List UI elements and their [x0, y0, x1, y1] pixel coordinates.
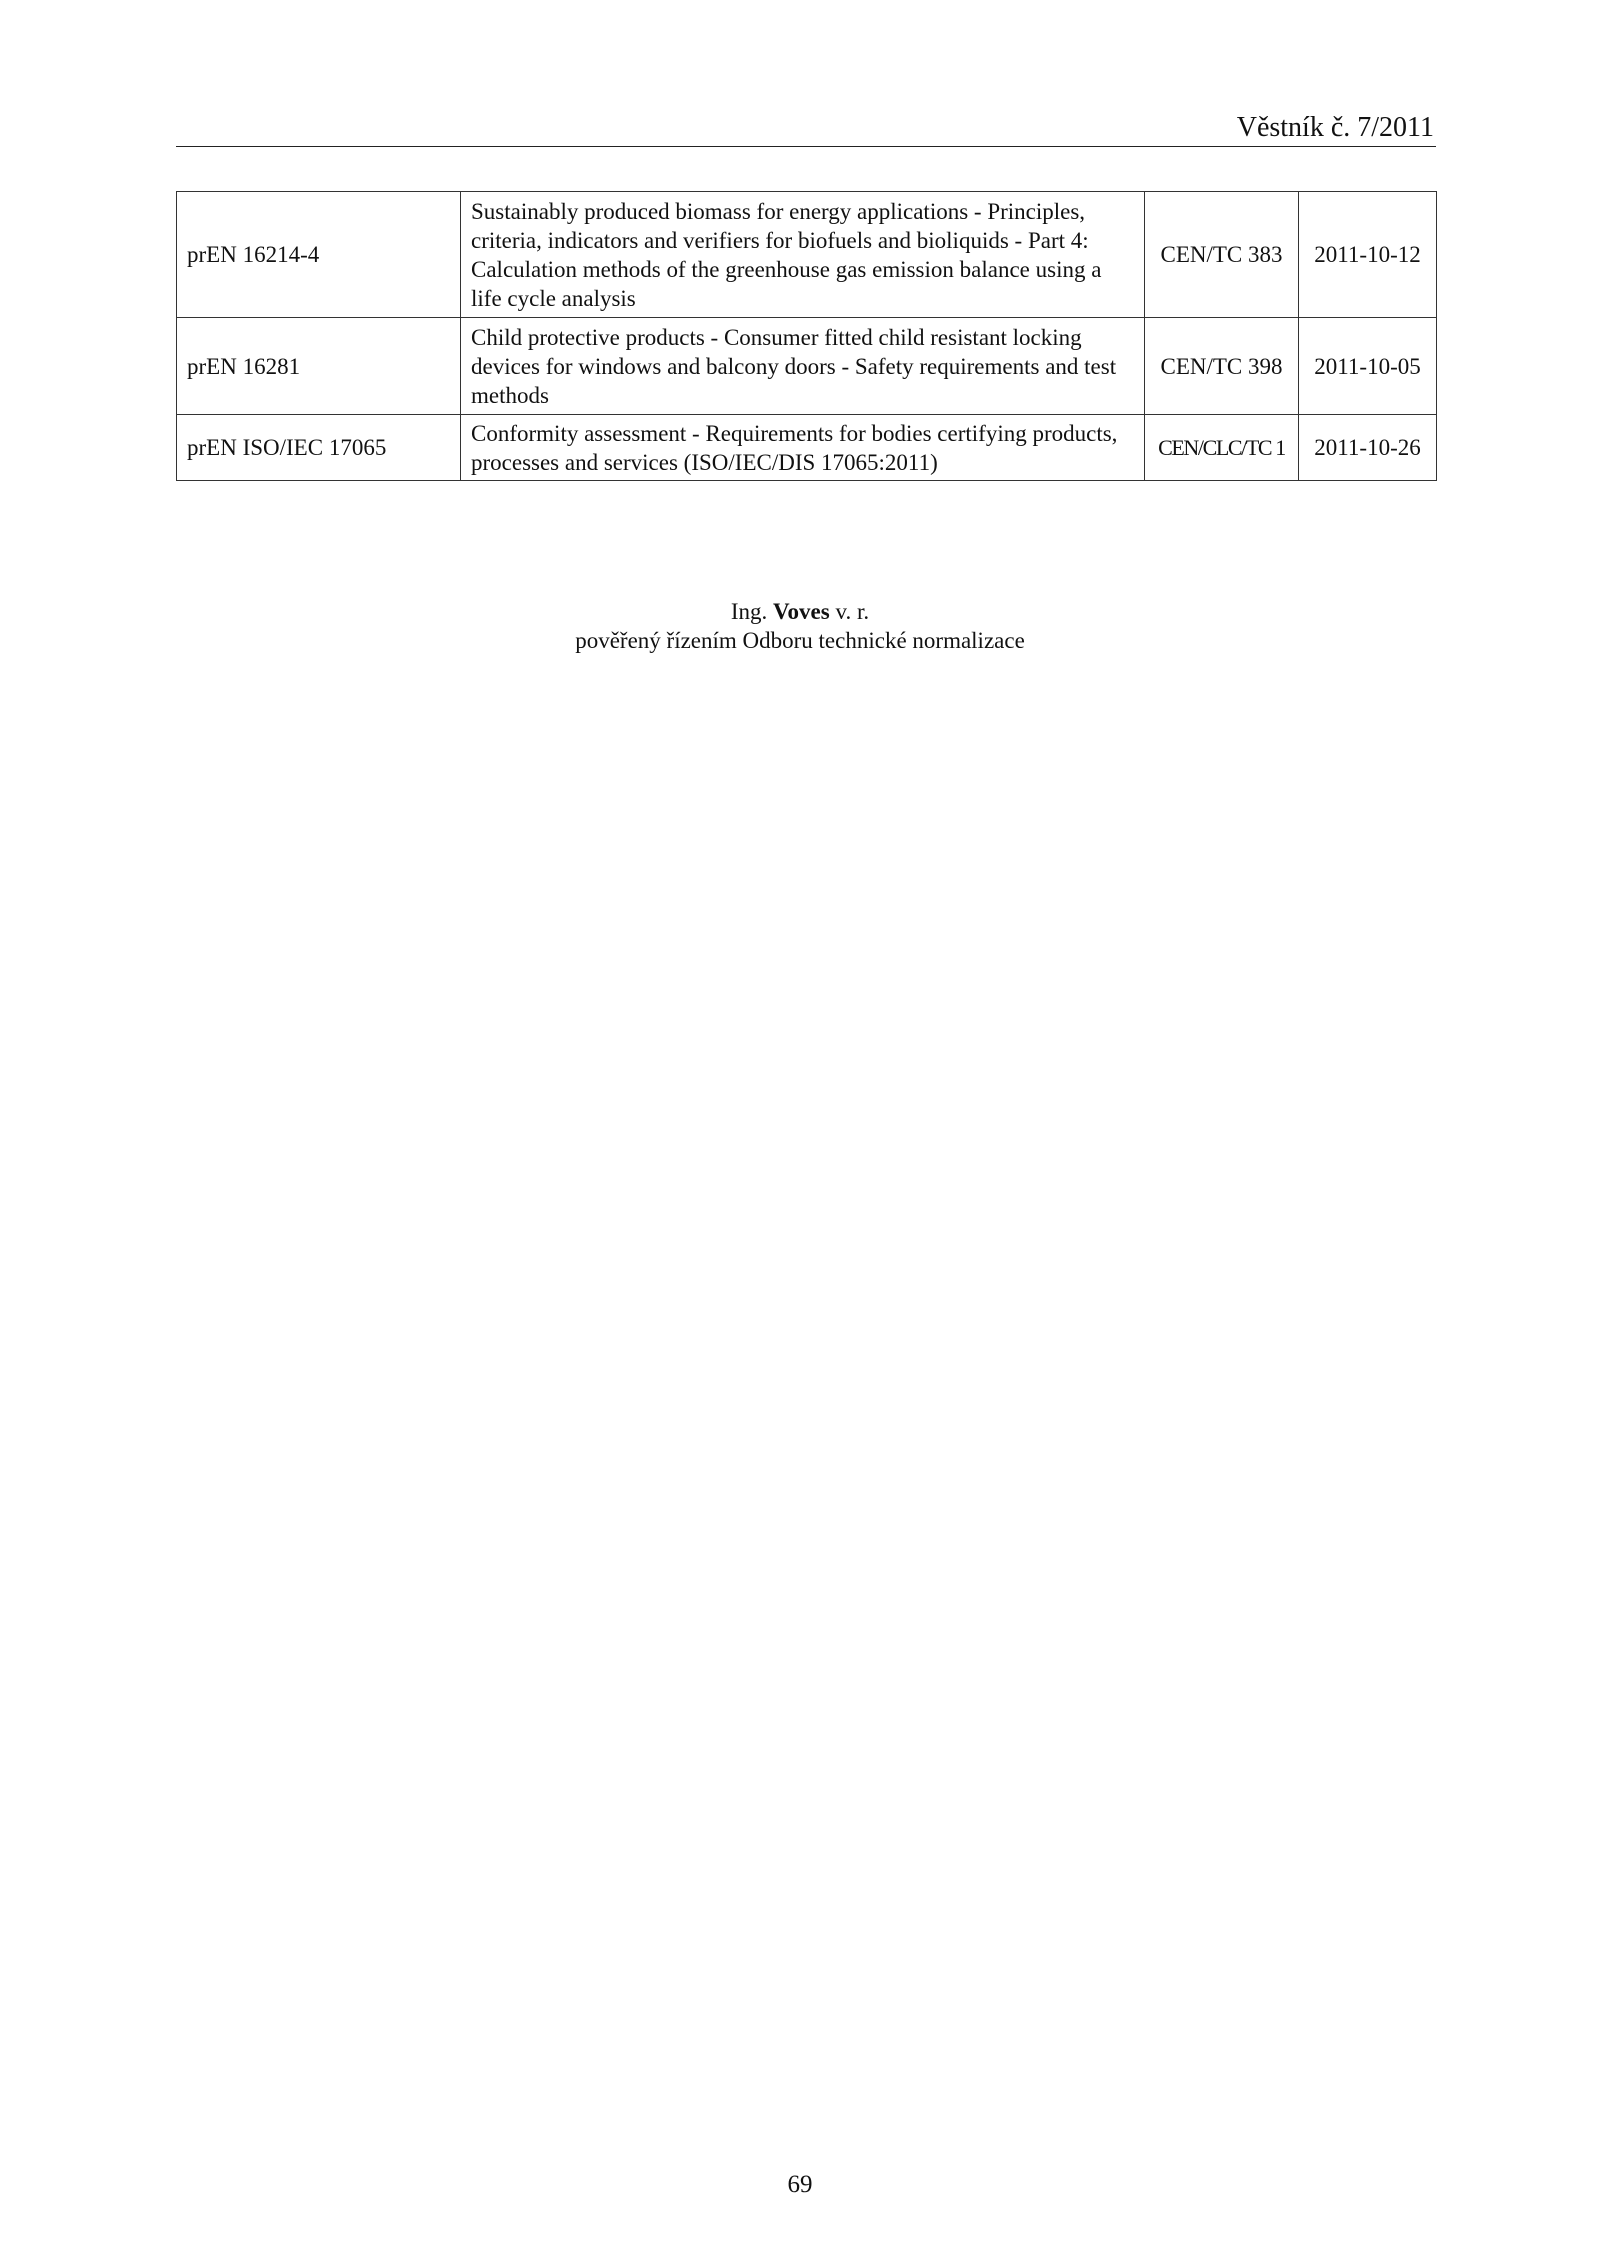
- signature-block: [0, 597, 1600, 655]
- technical-committee: CEN/TC 398: [1145, 318, 1299, 415]
- signatory-line: [0, 597, 1600, 626]
- signatory-title: Ing.: [730, 599, 768, 624]
- technical-committee: CEN/CLC/TC 1: [1145, 415, 1299, 481]
- technical-committee: CEN/TC 383: [1145, 192, 1299, 318]
- deadline-date: 2011-10-12: [1299, 192, 1437, 318]
- page-header: [176, 112, 1436, 147]
- standard-title: Sustainably produced biomass for energy applications - Principles, criteria, indicators and verifiers for biofuels and bioliquids - Part 4: Calculation methods of the greenhouse gas emission balance using a life cycle analysis: [461, 192, 1145, 318]
- page-number: 69: [787, 2171, 813, 2198]
- table-row: [177, 318, 1437, 415]
- standard-code: prEN ISO/IEC 17065: [177, 415, 461, 481]
- deadline-date: 2011-10-05: [1299, 318, 1437, 415]
- standard-code: prEN 16214-4: [177, 192, 461, 318]
- signatory-position: pověřený řízením Odboru technické normalizace: [575, 628, 1025, 653]
- standards-table: [176, 191, 1437, 481]
- signatory-suffix: v. r.: [835, 599, 870, 624]
- deadline-date: 2011-10-26: [1299, 415, 1437, 481]
- signatory-name: Voves: [773, 599, 830, 624]
- table-row: [177, 415, 1437, 481]
- standard-code: prEN 16281: [177, 318, 461, 415]
- standard-title: Child protective products - Consumer fitted child resistant locking devices for windows and balcony doors - Safety requirements and test methods: [461, 318, 1145, 415]
- table-row: [177, 192, 1437, 318]
- standard-title: Conformity assessment - Requirements for bodies certifying products, processes and services (ISO/IEC/DIS 17065:2011): [461, 415, 1145, 481]
- journal-issue: Věstník č. 7/2011: [1236, 112, 1434, 143]
